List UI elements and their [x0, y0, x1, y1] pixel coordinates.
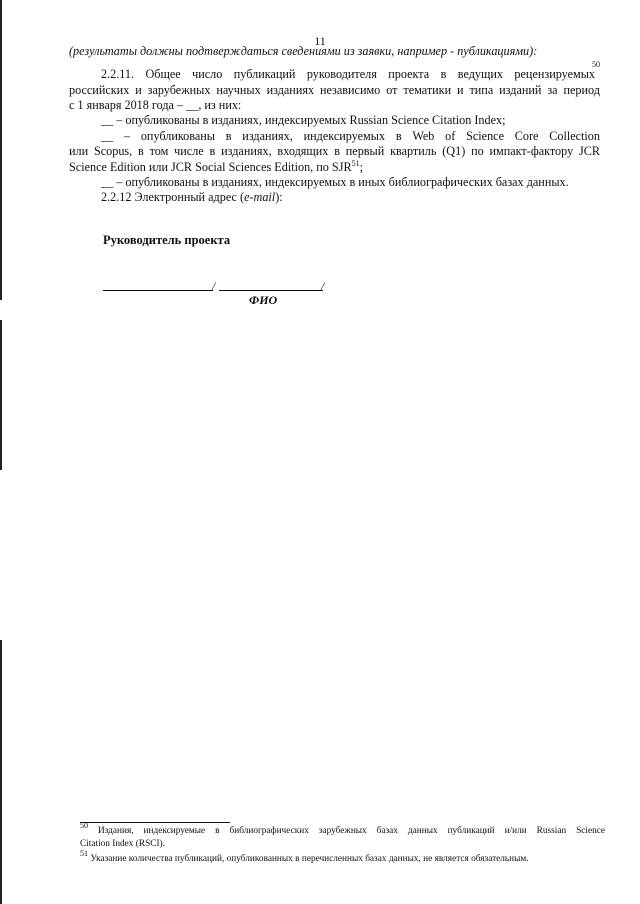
- item-2-2-11: 2.2.11. Общее число публикаций руководителя проекта в ведущих рецензируемых: [101, 67, 595, 81]
- item-2-2-12: 2.2.12 Электронный адрес (: [101, 190, 245, 204]
- signature-slash: /: [321, 279, 325, 293]
- footnote-ref: 51: [351, 159, 360, 168]
- footnote: Citation Index (RSCI).: [80, 839, 165, 849]
- page-number: 11: [314, 34, 326, 48]
- body-line: российских и зарубежных научных изданиях независимо от тематики и типа изданий за период: [69, 83, 600, 97]
- results-note: (результаты должны подтверждаться сведениями из заявки, например - публикациями):: [69, 44, 538, 58]
- footnote: $^{51}$ Указание количества публикаций, опубликованных в перечисленных базах данных, не является обязательным.: [80, 849, 529, 864]
- project-leader-title: Руководитель проекта: [103, 233, 231, 247]
- body-line: [101, 67, 595, 82]
- name-line: [219, 290, 323, 291]
- footnote-divider: [80, 822, 230, 823]
- body-line: или Scopus, в том числе в изданиях, входящих в первый квартиль (Q1) по импакт-фактору JCR: [69, 144, 600, 158]
- body-line: Science Edition или JCR Social Sciences Edition, по SJR$^{51}$;: [69, 159, 363, 174]
- footnote: $^{50}$ Издания, индексируемые в библиографических зарубежных базах данных публикаций и/или Russian Science: [80, 821, 605, 836]
- signature-line: [103, 290, 213, 291]
- footnote-ref: 50: [592, 60, 600, 69]
- scan-edge-mark: [0, 320, 2, 470]
- body-line: __ – опубликованы в изданиях, индексируемых в Web of Science Core Collection: [101, 129, 600, 143]
- body-line: [69, 44, 537, 59]
- body-line: __ – опубликованы в изданиях, индексируемых Russian Science Citation Index;: [101, 113, 506, 127]
- scan-edge-mark: [0, 640, 2, 904]
- body-line: с 1 января 2018 года – __, из них:: [69, 98, 242, 112]
- body-line: 2.2.12 Электронный адрес (e-mail):: [101, 190, 283, 204]
- body-line: __ – опубликованы в изданиях, индексируемых в иных библиографических базах данных.: [101, 175, 569, 189]
- fio-label: ФИО: [249, 293, 278, 307]
- signature-slash: /: [212, 279, 216, 293]
